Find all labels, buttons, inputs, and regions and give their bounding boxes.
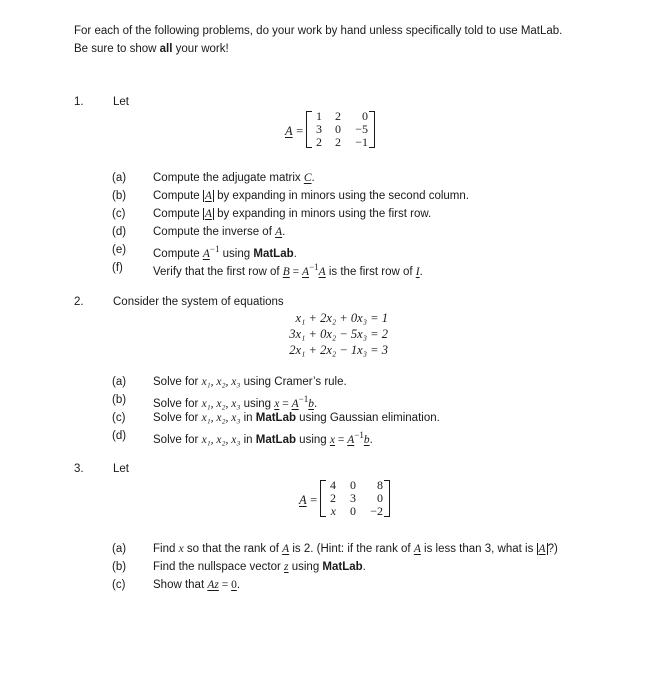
math-symbol: b (363, 433, 370, 446)
text: Verify that the first row of (153, 265, 283, 278)
text: Solve for (153, 397, 202, 410)
matrix-right-bracket (384, 480, 390, 517)
text: Find (153, 543, 179, 555)
problem-3-matrix (327, 479, 383, 518)
math-symbol: A (318, 265, 326, 278)
part-label: (f) (112, 262, 123, 274)
text: ?) (547, 543, 558, 555)
matrix-left-bracket (306, 111, 312, 148)
matrix-cell: 0 (377, 491, 383, 505)
text: . (236, 579, 241, 591)
equation: 2x₁ + 2x₂ − 1x₃ = 3 (289, 343, 388, 357)
math-symbol: A (538, 543, 546, 555)
text: using (219, 247, 254, 260)
text: using (288, 561, 323, 573)
instructions-text: Be sure to show (74, 43, 160, 55)
math-symbol: A (347, 433, 355, 446)
math-symbol: x (329, 433, 335, 446)
text: using (240, 397, 275, 410)
superscript: −1 (209, 244, 220, 254)
math-symbol: B (282, 265, 290, 278)
math-symbol: Az (207, 579, 219, 591)
part-label: (c) (112, 208, 126, 220)
equation-system (268, 310, 388, 358)
matrix-cell: 0 (350, 504, 356, 518)
equals-sign: = (296, 124, 304, 138)
part-label: (a) (112, 172, 127, 184)
text: . (314, 397, 318, 410)
matrix-row (313, 136, 368, 149)
math-symbol: x (274, 397, 280, 410)
matrix-cell: 0 (335, 122, 341, 136)
problem-2-number: 2. (74, 296, 84, 308)
part-text (153, 561, 366, 573)
part-label: (e) (112, 244, 127, 256)
variables: x₁, x₂, x₃ (201, 412, 241, 424)
matrix-cell: 1 (316, 109, 322, 123)
equals-sign: = (334, 433, 348, 446)
text: . (362, 561, 366, 573)
text: . (293, 247, 297, 260)
text: . (369, 433, 373, 446)
math-symbol: x (178, 543, 184, 555)
text: Compute (153, 208, 203, 220)
part-text (153, 579, 240, 591)
matlab-keyword: MatLab (322, 561, 363, 573)
text: in (240, 433, 256, 446)
matlab-keyword: MatLab (253, 247, 294, 260)
matlab-keyword: MatLab (255, 433, 296, 446)
superscript: −1 (354, 430, 364, 440)
equals-sign: = (218, 579, 232, 591)
part-label: (a) (112, 376, 127, 388)
problem-1-number: 1. (74, 96, 84, 108)
text: is less than 3, what is (420, 543, 537, 555)
part-text (153, 244, 297, 260)
text: Compute the adjugate matrix (153, 172, 304, 184)
matrix-cell: 3 (350, 491, 356, 505)
part-text (153, 190, 469, 202)
part-label: (b) (112, 190, 127, 202)
part-text (153, 430, 373, 446)
part-text (153, 543, 558, 555)
superscript: −1 (309, 262, 319, 272)
math-symbol: A (202, 247, 210, 260)
problem-1-let: Let (113, 96, 129, 108)
math-symbol: A (413, 543, 421, 555)
math-symbol: A (275, 226, 283, 238)
matrix-row (327, 505, 383, 518)
text: so that the rank of (183, 543, 283, 555)
matrix-cell: 2 (316, 135, 322, 149)
math-symbol: C (303, 172, 312, 184)
problem-3-matrix-label (299, 493, 317, 508)
text: using Cramer’s rule. (240, 376, 347, 388)
text: is 2. (Hint: if the rank of (289, 543, 414, 555)
matrix-cell: 2 (335, 135, 341, 149)
equation: 3x₁ + 0x₂ − 5x₃ = 2 (289, 327, 388, 341)
text: Compute (153, 247, 203, 260)
part-label: (b) (112, 394, 127, 406)
matrix-cell: 8 (377, 478, 383, 492)
math-symbol: z (284, 561, 289, 573)
part-text (153, 208, 431, 220)
matrix-cell: 2 (330, 491, 336, 505)
text: in (240, 412, 256, 424)
matrix-cell: x (330, 504, 336, 518)
part-label: (d) (112, 430, 127, 442)
instructions-line-1: For each of the following problems, do your work by hand unless specifically told to use MatLab. (74, 25, 563, 37)
matrix-A-symbol: A (299, 493, 307, 507)
part-label: (c) (112, 579, 126, 591)
math-symbol: A (204, 190, 212, 202)
text: . (419, 265, 423, 278)
variables: x₁, x₂, x₃ (201, 397, 241, 410)
text: Solve for (153, 433, 202, 446)
text: . (282, 226, 286, 238)
math-symbol: A (282, 543, 290, 555)
superscript: −1 (298, 394, 309, 404)
text: Find the nullspace vector (153, 561, 285, 573)
part-label: (c) (112, 412, 126, 424)
determinant (537, 543, 548, 555)
instructions-text-end: your work! (172, 43, 229, 55)
matrix-left-bracket (320, 480, 326, 517)
problem-3-let: Let (113, 463, 129, 475)
text: . (311, 172, 315, 184)
equation: x₁ + 2x₂ + 0x₃ = 1 (295, 311, 388, 325)
part-text (153, 226, 285, 238)
text: by expanding in minors using the second column. (213, 190, 469, 202)
zero-vector: 0 (231, 579, 237, 591)
text: Compute (153, 190, 203, 202)
text: by expanding in minors using the first row. (213, 208, 432, 220)
equals-sign: = (289, 265, 303, 278)
text: Solve for (153, 376, 202, 388)
matrix-cell: 0 (362, 109, 368, 123)
part-label: (d) (112, 226, 127, 238)
equals-sign: = (310, 493, 318, 507)
matrix-right-bracket (369, 111, 375, 148)
matlab-keyword: MatLab (255, 412, 296, 424)
part-label: (a) (112, 543, 127, 555)
matrix-A-symbol: A (285, 124, 293, 138)
equals-sign: = (279, 397, 292, 410)
part-label: (b) (112, 561, 127, 573)
math-symbol: b (308, 397, 314, 410)
determinant (203, 208, 214, 220)
text: Solve for (153, 412, 202, 424)
problem-1-matrix (313, 110, 368, 149)
instructions-emphasis: all (159, 43, 173, 55)
part-text (153, 412, 440, 424)
matrix-cell: −2 (370, 504, 383, 518)
math-symbol: A (302, 265, 310, 278)
matrix-cell: −1 (355, 135, 368, 149)
problem-2-intro: Consider the system of equations (113, 296, 284, 308)
part-text (153, 262, 423, 278)
matrix-cell: −5 (355, 122, 368, 136)
part-text (153, 376, 347, 388)
variables: x₁, x₂, x₃ (201, 433, 241, 446)
matrix-cell: 0 (350, 478, 356, 492)
text: using (295, 433, 330, 446)
matrix-cell: 3 (316, 122, 322, 136)
matrix-cell: 2 (335, 109, 341, 123)
math-symbol: A (291, 397, 299, 410)
problem-3-number: 3. (74, 463, 84, 475)
variables: x₁, x₂, x₃ (201, 376, 241, 388)
text: using Gaussian elimination. (295, 412, 440, 424)
matrix-cell: 4 (330, 478, 336, 492)
instructions-line-2 (74, 43, 229, 55)
text: Show that (153, 579, 208, 591)
math-symbol: I (415, 265, 420, 278)
part-text (153, 394, 317, 410)
text: Compute the inverse of (153, 226, 276, 238)
problem-1-matrix-label (285, 124, 303, 139)
part-text (153, 172, 315, 184)
math-symbol: A (204, 208, 212, 220)
determinant (203, 190, 214, 202)
text: is the first row of (325, 265, 416, 278)
